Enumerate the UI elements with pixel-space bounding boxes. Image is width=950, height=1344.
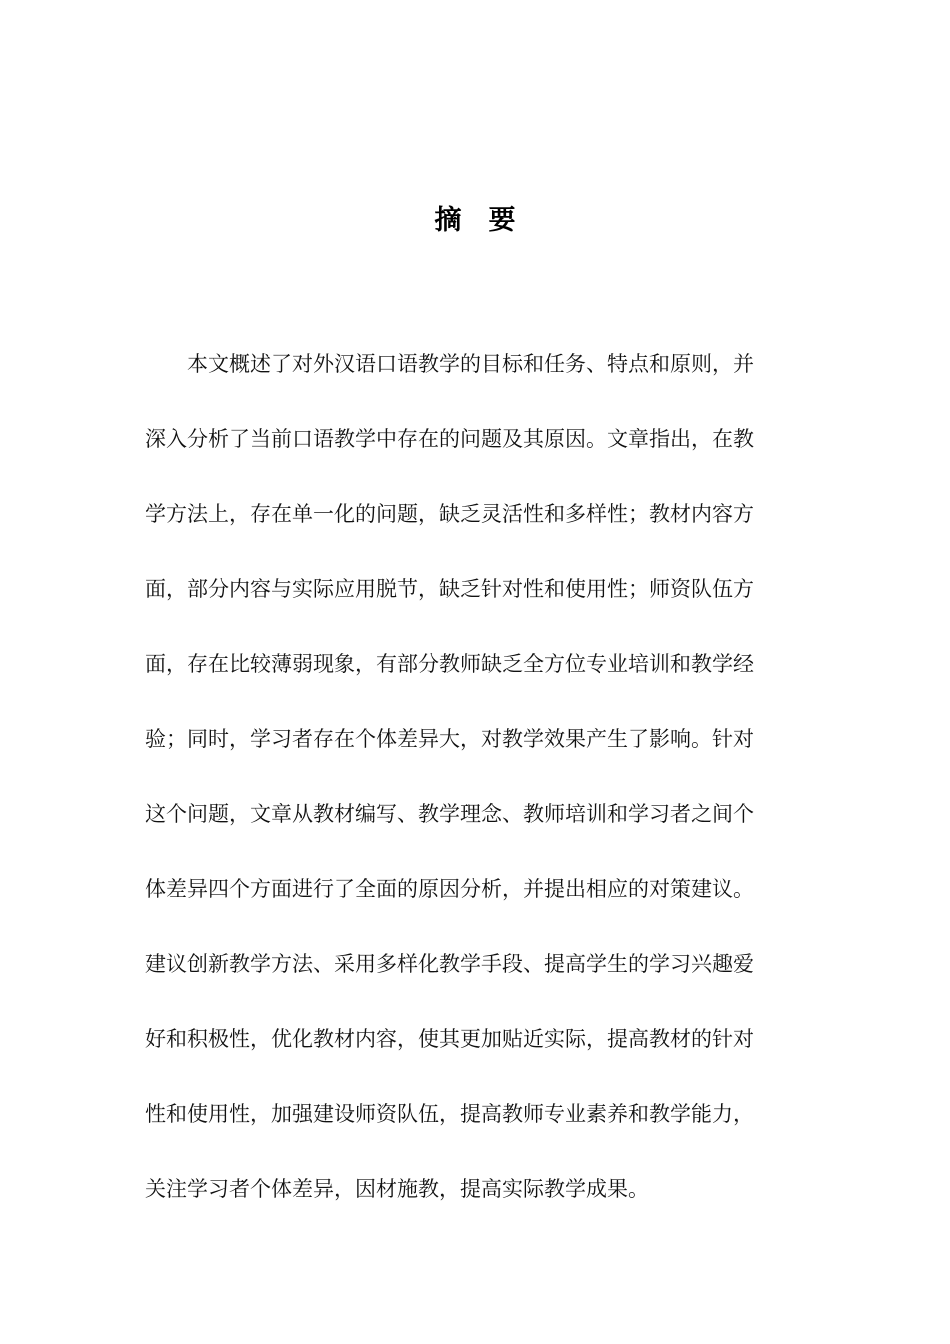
abstract-line: 学方法上，存在单一化的问题，缺乏灵活性和多样性；教材内容方 — [145, 502, 754, 526]
abstract-body — [145, 341, 805, 1241]
abstract-line: 关注学习者个体差异，因材施教，提高实际教学成果。 — [145, 1177, 649, 1201]
abstract-line: 建议创新教学方法、采用多样化教学手段、提高学生的学习兴趣爱 — [145, 952, 754, 976]
page-title — [0, 198, 950, 244]
abstract-line: 本文概述了对外汉语口语教学的目标和任务、特点和原则，并 — [145, 352, 754, 376]
abstract-line: 体差异四个方面进行了全面的原因分析，并提出相应的对策建议。 — [145, 877, 754, 901]
title-char-1: 摘 — [434, 205, 462, 236]
abstract-line: 好和积极性，优化教材内容，使其更加贴近实际，提高教材的针对 — [145, 1027, 754, 1051]
abstract-line: 这个问题，文章从教材编写、教学理念、教师培训和学习者之间个 — [145, 802, 754, 826]
abstract-line: 深入分析了当前口语教学中存在的问题及其原因。文章指出，在教 — [145, 427, 754, 451]
abstract-line: 面，存在比较薄弱现象，有部分教师缺乏全方位专业培训和教学经 — [145, 652, 754, 676]
abstract-line: 面，部分内容与实际应用脱节，缺乏针对性和使用性；师资队伍方 — [145, 577, 754, 601]
abstract-line: 性和使用性，加强建设师资队伍，提高教师专业素养和教学能力， — [145, 1102, 754, 1126]
title-char-2: 要 — [488, 205, 516, 236]
abstract-line: 验；同时，学习者存在个体差异大，对教学效果产生了影响。针对 — [145, 727, 754, 751]
